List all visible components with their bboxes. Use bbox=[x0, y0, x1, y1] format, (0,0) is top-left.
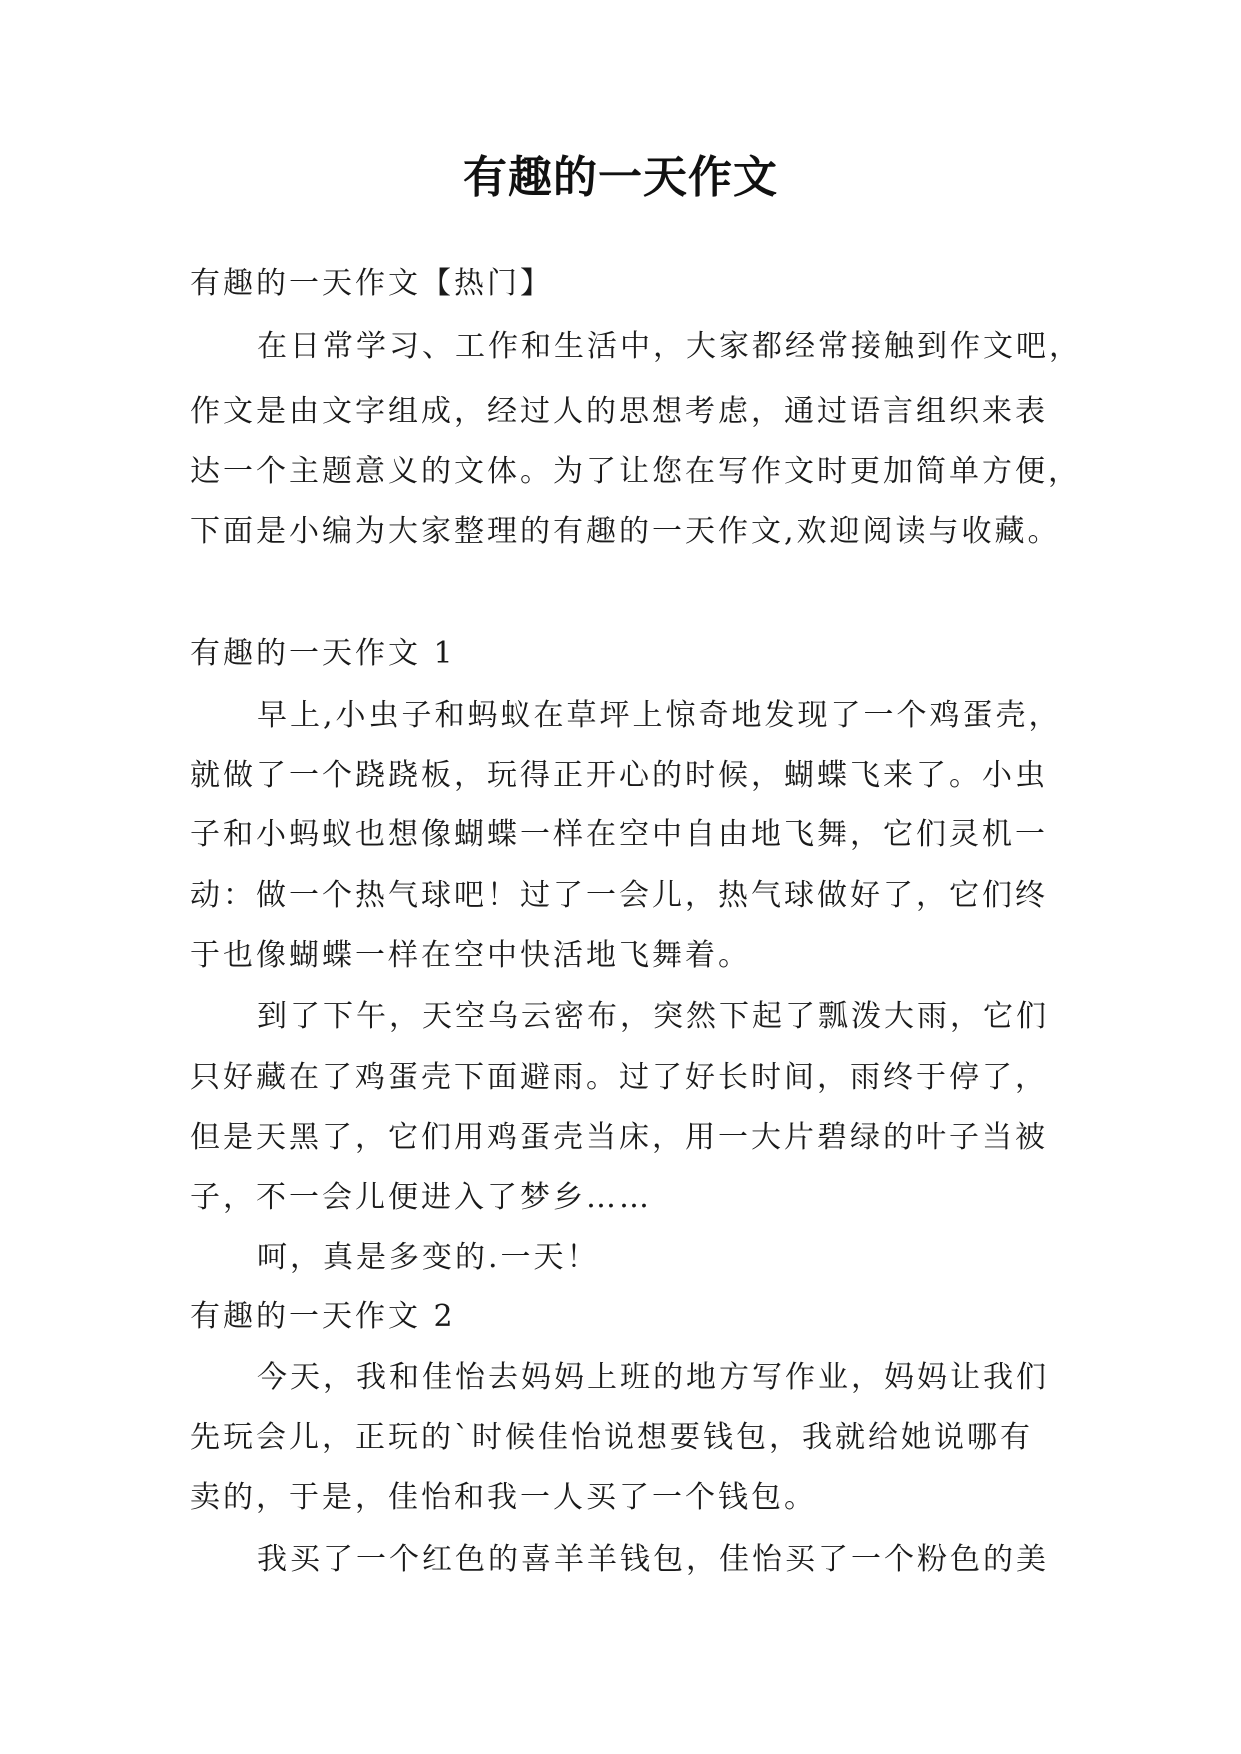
essay-1-paragraph-line: 子，不一会儿便进入了梦乡…… bbox=[190, 1180, 652, 1215]
essay-2-paragraph-line: 卖的，于是，佳怡和我一人买了一个钱包。 bbox=[190, 1480, 817, 1515]
essay-1-paragraph-line: 呵，真是多变的.一天！ bbox=[257, 1240, 600, 1275]
subtitle-heading: 有趣的一天作文【热门】 bbox=[190, 266, 553, 301]
essay-1-paragraph-line: 到了下午，天空乌云密布，突然下起了瓢泼大雨，它们 bbox=[257, 999, 1049, 1034]
intro-paragraph-line: 在日常学习、工作和生活中，大家都经常接触到作文吧， bbox=[257, 329, 1082, 364]
essay-2-paragraph-line: 我买了一个红色的喜羊羊钱包，佳怡买了一个粉色的美 bbox=[257, 1542, 1049, 1577]
essay-1-paragraph-line: 早上,小虫子和蚂蚁在草坪上惊奇地发现了一个鸡蛋壳， bbox=[257, 698, 1062, 733]
essay-1-paragraph-line: 就做了一个跷跷板，玩得正开心的时候，蝴蝶飞来了。小虫 bbox=[190, 758, 1048, 793]
essay-1-paragraph-line: 动：做一个热气球吧！过了一会儿，热气球做好了，它们终 bbox=[190, 878, 1048, 913]
document-title: 有趣的一天作文 bbox=[463, 152, 778, 203]
intro-paragraph-line: 达一个主题意义的文体。为了让您在写作文时更加简单方便， bbox=[190, 454, 1081, 489]
essay-1-paragraph-line: 但是天黑了，它们用鸡蛋壳当床，用一大片碧绿的叶子当被 bbox=[190, 1120, 1048, 1155]
essay-1-heading: 有趣的一天作文 1 bbox=[190, 636, 456, 671]
intro-paragraph-line: 作文是由文字组成，经过人的思想考虑，通过语言组织来表 bbox=[190, 394, 1048, 429]
intro-paragraph-line: 下面是小编为大家整理的有趣的一天作文,欢迎阅读与收藏。 bbox=[190, 514, 1061, 549]
essay-2-paragraph-line: 先玩会儿，正玩的`时候佳怡说想要钱包，我就给她说哪有 bbox=[190, 1420, 1033, 1455]
essay-1-paragraph-line: 只好藏在了鸡蛋壳下面避雨。过了好长时间，雨终于停了， bbox=[190, 1060, 1048, 1095]
essay-2-paragraph-line: 今天，我和佳怡去妈妈上班的地方写作业，妈妈让我们 bbox=[257, 1360, 1049, 1395]
essay-1-paragraph-line: 子和小蚂蚁也想像蝴蝶一样在空中自由地飞舞，它们灵机一 bbox=[190, 817, 1048, 852]
essay-1-paragraph-line: 于也像蝴蝶一样在空中快活地飞舞着。 bbox=[190, 938, 751, 973]
essay-2-heading: 有趣的一天作文 2 bbox=[190, 1299, 456, 1334]
